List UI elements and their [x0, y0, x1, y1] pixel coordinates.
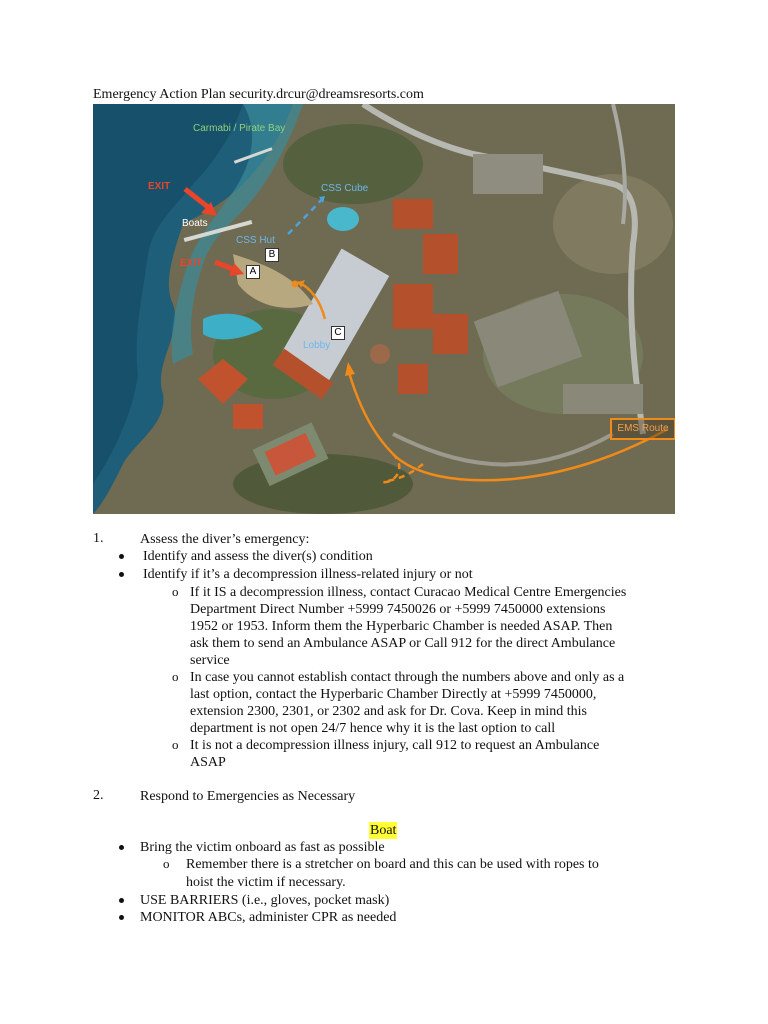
section1-sub2-line: last option, contact the Hyperbaric Chamber Directly at +5999 7450000,	[190, 687, 597, 702]
bullet-icon	[119, 845, 124, 850]
section1-heading: Assess the diver’s emergency:	[140, 532, 310, 547]
section2-bullet-3: MONITOR ABCs, administer CPR as needed	[140, 910, 397, 925]
section2-sub-line: Remember there is a stretcher on board and this can be used with ropes to	[186, 857, 599, 872]
map-image	[93, 104, 675, 514]
map-label-exit-bottom: EXIT	[180, 258, 203, 269]
bullet-icon	[119, 898, 124, 903]
map-marker-b: B	[265, 248, 279, 262]
map-marker-a: A	[246, 265, 260, 279]
map-label-boats: Boats	[182, 218, 208, 229]
section2-heading: Respond to Emergencies as Necessary	[140, 789, 356, 804]
section1-sub3-line: ASAP	[190, 755, 226, 770]
map-label-css-cube: CSS Cube	[321, 183, 369, 194]
section1-bullet-1: Identify and assess the diver(s) condition	[143, 549, 373, 564]
section2-sub-line: hoist the victim if necessary.	[186, 875, 346, 890]
bullet-icon	[119, 572, 124, 577]
section1-sub2-line: department is not open 24/7 hence why it is the last option to call	[190, 721, 556, 736]
section1-sub1-line: ask them to send an Ambulance ASAP or Call 912 for the direct Ambulance	[190, 636, 616, 651]
boat-subheading: Boat	[370, 823, 397, 838]
sub-bullet-marker: o	[172, 737, 179, 752]
map-label-lobby: Lobby	[303, 340, 331, 351]
section1-sub1-line: service	[190, 653, 230, 668]
map-marker-c: C	[331, 326, 345, 340]
sub-bullet-marker: o	[172, 669, 179, 684]
sub-bullet-marker: o	[163, 856, 170, 871]
bullet-icon	[119, 915, 124, 920]
section1-sub2-line: In case you cannot establish contact through the numbers above and only as a	[190, 670, 625, 685]
map-label-carmabi: Carmabi / Pirate Bay	[193, 123, 286, 134]
section1-number: 1.	[93, 531, 104, 546]
ems-route-label: EMS Route	[610, 418, 675, 440]
section1-sub3-line: It is not a decompression illness injury, call 912 to request an Ambulance	[190, 738, 600, 753]
section1-bullet-2: Identify if it’s a decompression illness-related injury or not	[143, 567, 473, 582]
section1-sub1-line: If it IS a decompression illness, contact Curacao Medical Centre Emergencies	[190, 585, 627, 600]
page-title: Emergency Action Plan security.drcur@dreamsresorts.com	[93, 87, 424, 102]
map-label-css-hut: CSS Hut	[236, 235, 275, 246]
section1-sub1-line: Department Direct Number +5999 7450026 or +5999 7450000 extensions	[190, 602, 606, 617]
section2-bullet-1: Bring the victim onboard as fast as possible	[140, 840, 385, 855]
section1-sub1-line: 1952 or 1953. Inform them the Hyperbaric Chamber is needed ASAP. Then	[190, 619, 613, 634]
section2-bullet-2: USE BARRIERS (i.e., gloves, pocket mask)	[140, 893, 390, 908]
map-label-exit-top: EXIT	[148, 181, 171, 192]
section1-sub2-line: extension 2300, 2301, or 2302 and ask for Dr. Cova. Keep in mind this	[190, 704, 588, 719]
bullet-icon	[119, 554, 124, 559]
sub-bullet-marker: o	[172, 584, 179, 599]
section2-number: 2.	[93, 788, 104, 803]
aerial-map	[93, 104, 675, 514]
